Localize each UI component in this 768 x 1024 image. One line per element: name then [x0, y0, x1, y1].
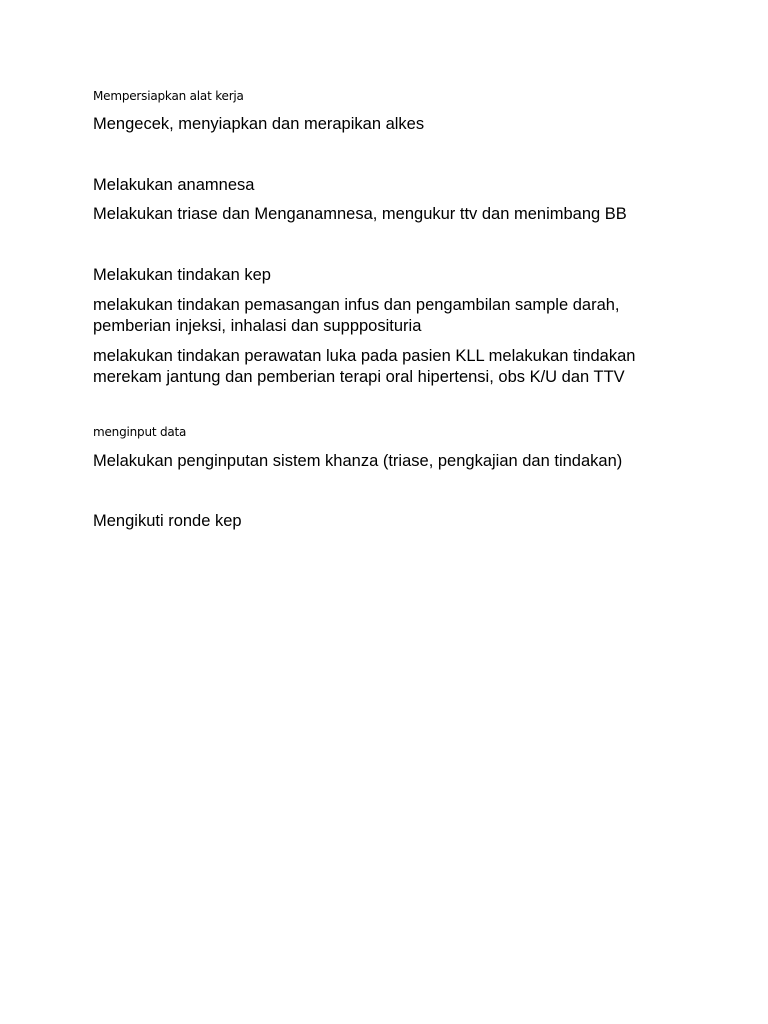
item-check-tools: Mengecek, menyiapkan dan merapikan alkes	[93, 115, 425, 133]
item-system-input: Melakukan penginputan sistem khanza (triase, pengkajian dan tindakan)	[93, 452, 623, 470]
item-triage: Melakukan triase dan Menganamnesa, mengukur ttv dan menimbang BB	[93, 205, 627, 223]
item-wound-care-line-1: melakukan tindakan perawatan luka pada pasien KLL melakukan tindakan	[93, 347, 636, 365]
item-wound-care	[93, 346, 713, 388]
heading-prepare-tools: Mempersiapkan alat kerja	[93, 89, 244, 103]
heading-nursing-action: Melakukan tindakan kep	[93, 266, 271, 284]
heading-input-data: menginput data	[93, 425, 187, 439]
item-nursing-round: Mengikuti ronde kep	[93, 512, 242, 530]
item-infusion	[93, 295, 713, 337]
item-infusion-line-2: pemberian injeksi, inhalasi dan suppposituria	[93, 317, 422, 335]
heading-anamnesis: Melakukan anamnesa	[93, 176, 255, 194]
item-infusion-line-1: melakukan tindakan pemasangan infus dan pengambilan sample darah,	[93, 296, 620, 314]
item-wound-care-line-2: merekam jantung dan pemberian terapi oral hipertensi, obs K/U dan TTV	[93, 368, 625, 386]
